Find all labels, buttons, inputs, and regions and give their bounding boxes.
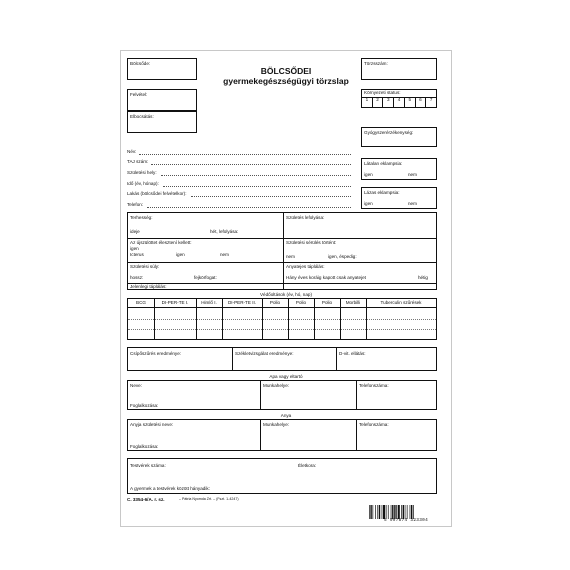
lakas-label: Lakás (bölcsődei felvételkor): [127, 191, 187, 196]
lazas-igen: igen [364, 201, 373, 206]
kornyezeti-status-box [361, 89, 437, 108]
serules-label: Születési sérülés történt: [286, 240, 337, 245]
vacc-col-polio-2: Polio [295, 300, 307, 305]
hetig-label: hétig [418, 275, 428, 280]
latalan-box [361, 158, 437, 180]
dvit-label: D-vit. ellátás: [339, 351, 366, 356]
form-code: C. 3354-6/A. r. sz. [127, 497, 165, 502]
vacc-col-polio-1: Polio [269, 300, 281, 305]
szuletesi-hely-label: Születési hely: [127, 170, 157, 175]
mother-munkahely-label: Munkahelye: [263, 422, 290, 427]
jelenlegi-label: Jelenlegi táplálás: [130, 284, 167, 289]
serules-ifspedig: igen, éspedig: [328, 254, 357, 259]
latalan-label: Látalan eklampsia: [364, 161, 403, 166]
elesztett-label: Az újszülöttet élesztení kellett: [130, 240, 192, 245]
het-label: hét, lefolyása: [210, 229, 239, 234]
vacc-col-tuberculin: Tuberculin szűrések [380, 300, 422, 305]
vacc-col-diperte-1: DI-PER-TE I. [161, 300, 189, 305]
bolcsode-label: Bölcsőde: [130, 61, 151, 66]
icterus-igen: igen [176, 252, 185, 257]
barcode-number: 5 997874 323304 [383, 518, 429, 523]
father-munkahely-label: Munkahelye: [263, 383, 290, 388]
mother-foglalkozas-label: Foglalkozása: [130, 444, 159, 449]
vacc-col-polio-3: Polio [321, 300, 333, 305]
serules-nem: nem [286, 254, 295, 259]
status-number-row [362, 97, 436, 107]
icterus-label: Icterus [130, 252, 144, 257]
father-block [127, 380, 437, 410]
latalan-igen: igen [364, 172, 373, 177]
kornyezeti-status-label: Környezeti status: [364, 90, 401, 95]
form-subtitle: gyermekegészségügyi törzslap [223, 76, 349, 86]
mother-header: Anya [280, 413, 292, 418]
status-number: 5 [405, 97, 416, 107]
csipo-label: Csípőszűrés eredménye: [130, 351, 182, 356]
vaccination-table [127, 298, 437, 340]
icterus-nem: nem [220, 252, 229, 257]
status-number: 6 [416, 97, 427, 107]
fejkorfogat-label: fejkörfogat: [194, 275, 217, 280]
vacc-col-himlo: Himlő I. [201, 300, 217, 305]
ideje-label: ideje [130, 229, 140, 234]
suly-label: Születési súly: [130, 264, 160, 269]
latalan-nem: nem [408, 172, 417, 177]
eletkora-label: Életkora: [298, 463, 317, 468]
form-sheet [120, 50, 452, 527]
bolcsode-box [127, 58, 197, 80]
mother-block [127, 419, 437, 451]
father-header: Apa vagy eltartó [269, 374, 303, 379]
taj-label: TAJ szám: [127, 159, 149, 164]
nev-label: Név: [127, 149, 137, 154]
mother-szuletesi-neve-label: Anyja születési neve: [130, 422, 174, 427]
vacc-col-bcg: BCG [136, 300, 146, 305]
status-number: 7 [429, 97, 433, 102]
status-number: 2 [373, 97, 384, 107]
mother-telefon-label: Telefonszáma: [359, 422, 389, 427]
terhesseg-label: Terhesség: [130, 215, 153, 220]
vacc-col-diperte-2: DI-PER-TE II. [227, 300, 257, 305]
hanyadik-label: A gyermek a testvérek között hányadik: [130, 486, 210, 491]
ido-label: Idő (év, hónap): [127, 181, 159, 186]
gyogyszer-box [361, 127, 437, 147]
status-number: 4 [394, 97, 405, 107]
testverek-label: Testvérek száma: [130, 463, 166, 468]
honap-label: Hány éves koráig kapott csak anyatejet [286, 275, 366, 280]
lazas-label: Lázas eklampsia: [364, 190, 400, 195]
szuletes-lefolyasa-label: Születés lefolyása: [286, 215, 325, 220]
status-number: 1 [362, 97, 373, 107]
felvetel-label: Felvétel: [130, 92, 148, 97]
father-foglalkozas-label: Foglalkozása: [130, 403, 159, 408]
publisher-note: – Pátria Nyomda Zrt. – (Fszt. 1-4247) [179, 497, 239, 501]
screening-block [127, 347, 437, 371]
pregnancy-block [127, 212, 437, 290]
elbocsatas-label: Elbocsátás: [130, 114, 154, 119]
vaccinations-header: Védőoltások (év, hó, nap) [259, 292, 312, 297]
barcode-image [369, 505, 443, 519]
felvetel-box [127, 89, 197, 119]
vacc-col-morbilli: Morbilli [345, 300, 361, 305]
father-telefon-label: Telefonszáma: [359, 383, 389, 388]
form-title: BÖLCSŐDEI [260, 66, 312, 76]
siblings-block [127, 458, 437, 494]
torzsszam-box [361, 58, 437, 80]
hossz-label: hossz: [130, 275, 144, 280]
lazas-nem: nem [408, 201, 417, 206]
father-neve-label: Neve: [130, 383, 143, 388]
telefon-label: Telefon: [127, 202, 144, 207]
torzsszam-label: Törzsszám: [364, 61, 388, 66]
status-number: 3 [383, 97, 394, 107]
lazas-box [361, 187, 437, 209]
elbocsatas-box [127, 111, 197, 133]
gyogyszer-label: Gyógyszerérzékenység: [364, 130, 414, 135]
anyatejes-label: Anyatejes táplálás: [286, 264, 325, 269]
elesztett-igen: igen [130, 246, 139, 251]
szekletvizsgalat-label: Székletvizsgálat eredménye: [235, 351, 294, 356]
